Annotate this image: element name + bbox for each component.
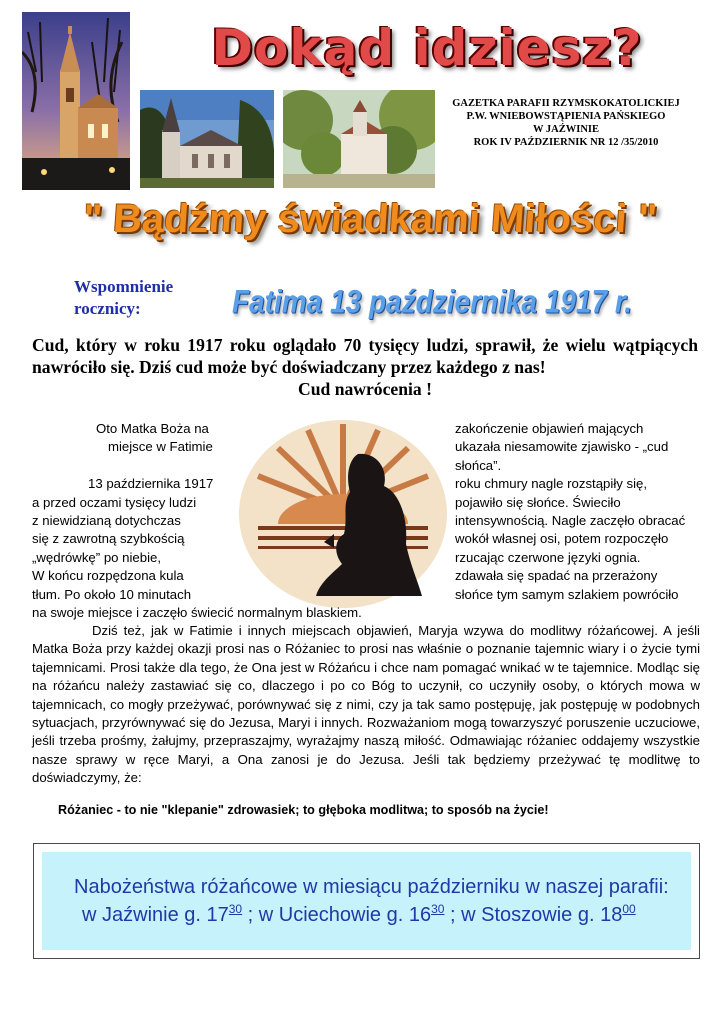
services-times — [82, 902, 636, 927]
anniversary-label — [74, 276, 234, 320]
article-left-column — [32, 420, 222, 604]
left-line: z niewidzianą dotychczas — [32, 513, 181, 529]
church-night-photo — [22, 12, 130, 190]
left-line: W końcu rozpędzona kula — [32, 568, 184, 584]
rosary-services-box — [33, 843, 700, 959]
services-heading: Nabożeństwa różańcowe w miesiącu październiku w naszej parafii: — [74, 876, 669, 898]
left-line: 13 października 1917 — [88, 476, 214, 492]
left-line — [32, 457, 222, 475]
lead-subtitle: Cud nawrócenia ! — [298, 379, 432, 399]
lead-paragraph: Cud, który w roku 1917 roku oglądało 70 tysięcy ludzi, sprawił, że wielu wątpiących nawróciło się. Dziś cud może być doświadczany przez każdego z nas! — [32, 335, 698, 377]
service-uciechow: w Uciechowie g. $16^{30}$ ; — [258, 902, 462, 926]
parish-info-line: ROK IV PAŹDZIERNIK NR 12 /35/2010 — [473, 137, 659, 148]
rosary-services-panel — [42, 852, 691, 950]
parish-info-line: P.W. WNIEBOWSTĄPIENIA PAŃSKIEGO — [466, 111, 666, 122]
church-day-photo — [140, 90, 274, 188]
anniversary-label-line1: Wspomnienie — [74, 277, 174, 296]
parish-info — [434, 97, 698, 149]
right-line: pojawiło się słońce. Świeciło — [455, 494, 621, 510]
left-line: Oto Matka Boża na — [96, 421, 209, 436]
praying-figure-illustration — [238, 414, 448, 610]
right-line: zdawała się spadać na przerażony — [455, 568, 658, 584]
slogan-banner: " Bądźmy świadkami Miłości " — [81, 197, 659, 241]
left-line: „wędrówkę” po niebie, — [32, 549, 162, 565]
article-paragraph-rosary: Dziś też, jak w Fatimie i innych miejscach objawień, Maryja wzywa do modlitwy różańcowej. A jeśli Matka Boża przy każdej okazji prosi nas o Różaniec to prosi nas właśnie o poznanie tajemnic wiary i o życie tymi tajemnicami. Prosi także dla tego, że Ona jest w Różańcu i chce nam pomagać wnikać w te tajemnice. Modląc się na różańcu należy zastawiać się co, dlaczego i po co Bóg to uczynił, co uczyniły osoby, o których mowa w tajemnicach, co mogły przeżywać, porównywać się z nimi, czy ja tak samo postępuję, jak postępuję w podobnych sytuacjach, przyrównywać się do Jezusa, Maryi i innych. Rozważaniom mogą towarzyszyć poruszenie uczuciowe, jeśli trzeba prośmy, żałujmy, przepraszajmy, wyrażajmy naszą miłość. Odmawiając różaniec oddajemy wszystkie nasze sprawy w ręce Maryi, a Ona zanosi je do Jezusa. Jeśli tak będziemy przeżywać tę modlitwę to doświadczymy, że: — [32, 623, 700, 786]
service-stoszow: w Stoszowie g. $18^{00}$ — [461, 902, 636, 926]
right-line: intensywnością. Nagle zaczęło obracać — [455, 513, 686, 529]
left-line: miejsce w Fatimie — [108, 439, 213, 455]
right-line: ukazała niesamowite zjawisko - „cud — [455, 439, 669, 455]
parish-info-line: GAZETKA PARAFII RZYMSKOKATOLICKIEJ — [452, 98, 680, 109]
right-line: roku chmury nagle rozstąpiły się, — [455, 476, 648, 492]
left-line: a przed oczami tysięcy ludzi — [32, 494, 197, 510]
right-line: rzucając czerwone języki ognia. — [455, 549, 641, 565]
rosary-motto: Różaniec - to nie "klepanie" zdrowasiek; to głęboka modlitwa; to sposób na życie! — [58, 803, 549, 817]
anniversary-label-line2: rocznicy: — [74, 299, 141, 318]
article-right-column — [455, 420, 701, 604]
right-line: słońce tym samym szlakiem powróciło — [455, 586, 679, 602]
article-continuation — [32, 604, 700, 622]
continuation-line: na swoje miejsce i zaczęło świecić normalnym blaskiem. — [32, 605, 362, 620]
anniversary-title: Fatima 13 października 1917 r. — [232, 283, 632, 320]
right-line: słońca”. — [455, 457, 502, 473]
left-line: się z zawrotną szybkością — [32, 531, 185, 547]
parish-info-line: W JAŹWINIE — [532, 124, 600, 135]
newsletter-title: Dokąd idziesz? — [211, 19, 643, 77]
church-trees-photo — [283, 90, 435, 188]
service-jazwina: w Jaźwinie g. $17^{30}$ ; — [82, 902, 259, 926]
right-line: wokół własnej osi, potem rozpoczęło — [455, 531, 669, 547]
left-line: tłum. Po około 10 minutach — [32, 586, 192, 602]
right-line: zakończenie objawień mających — [455, 421, 644, 436]
